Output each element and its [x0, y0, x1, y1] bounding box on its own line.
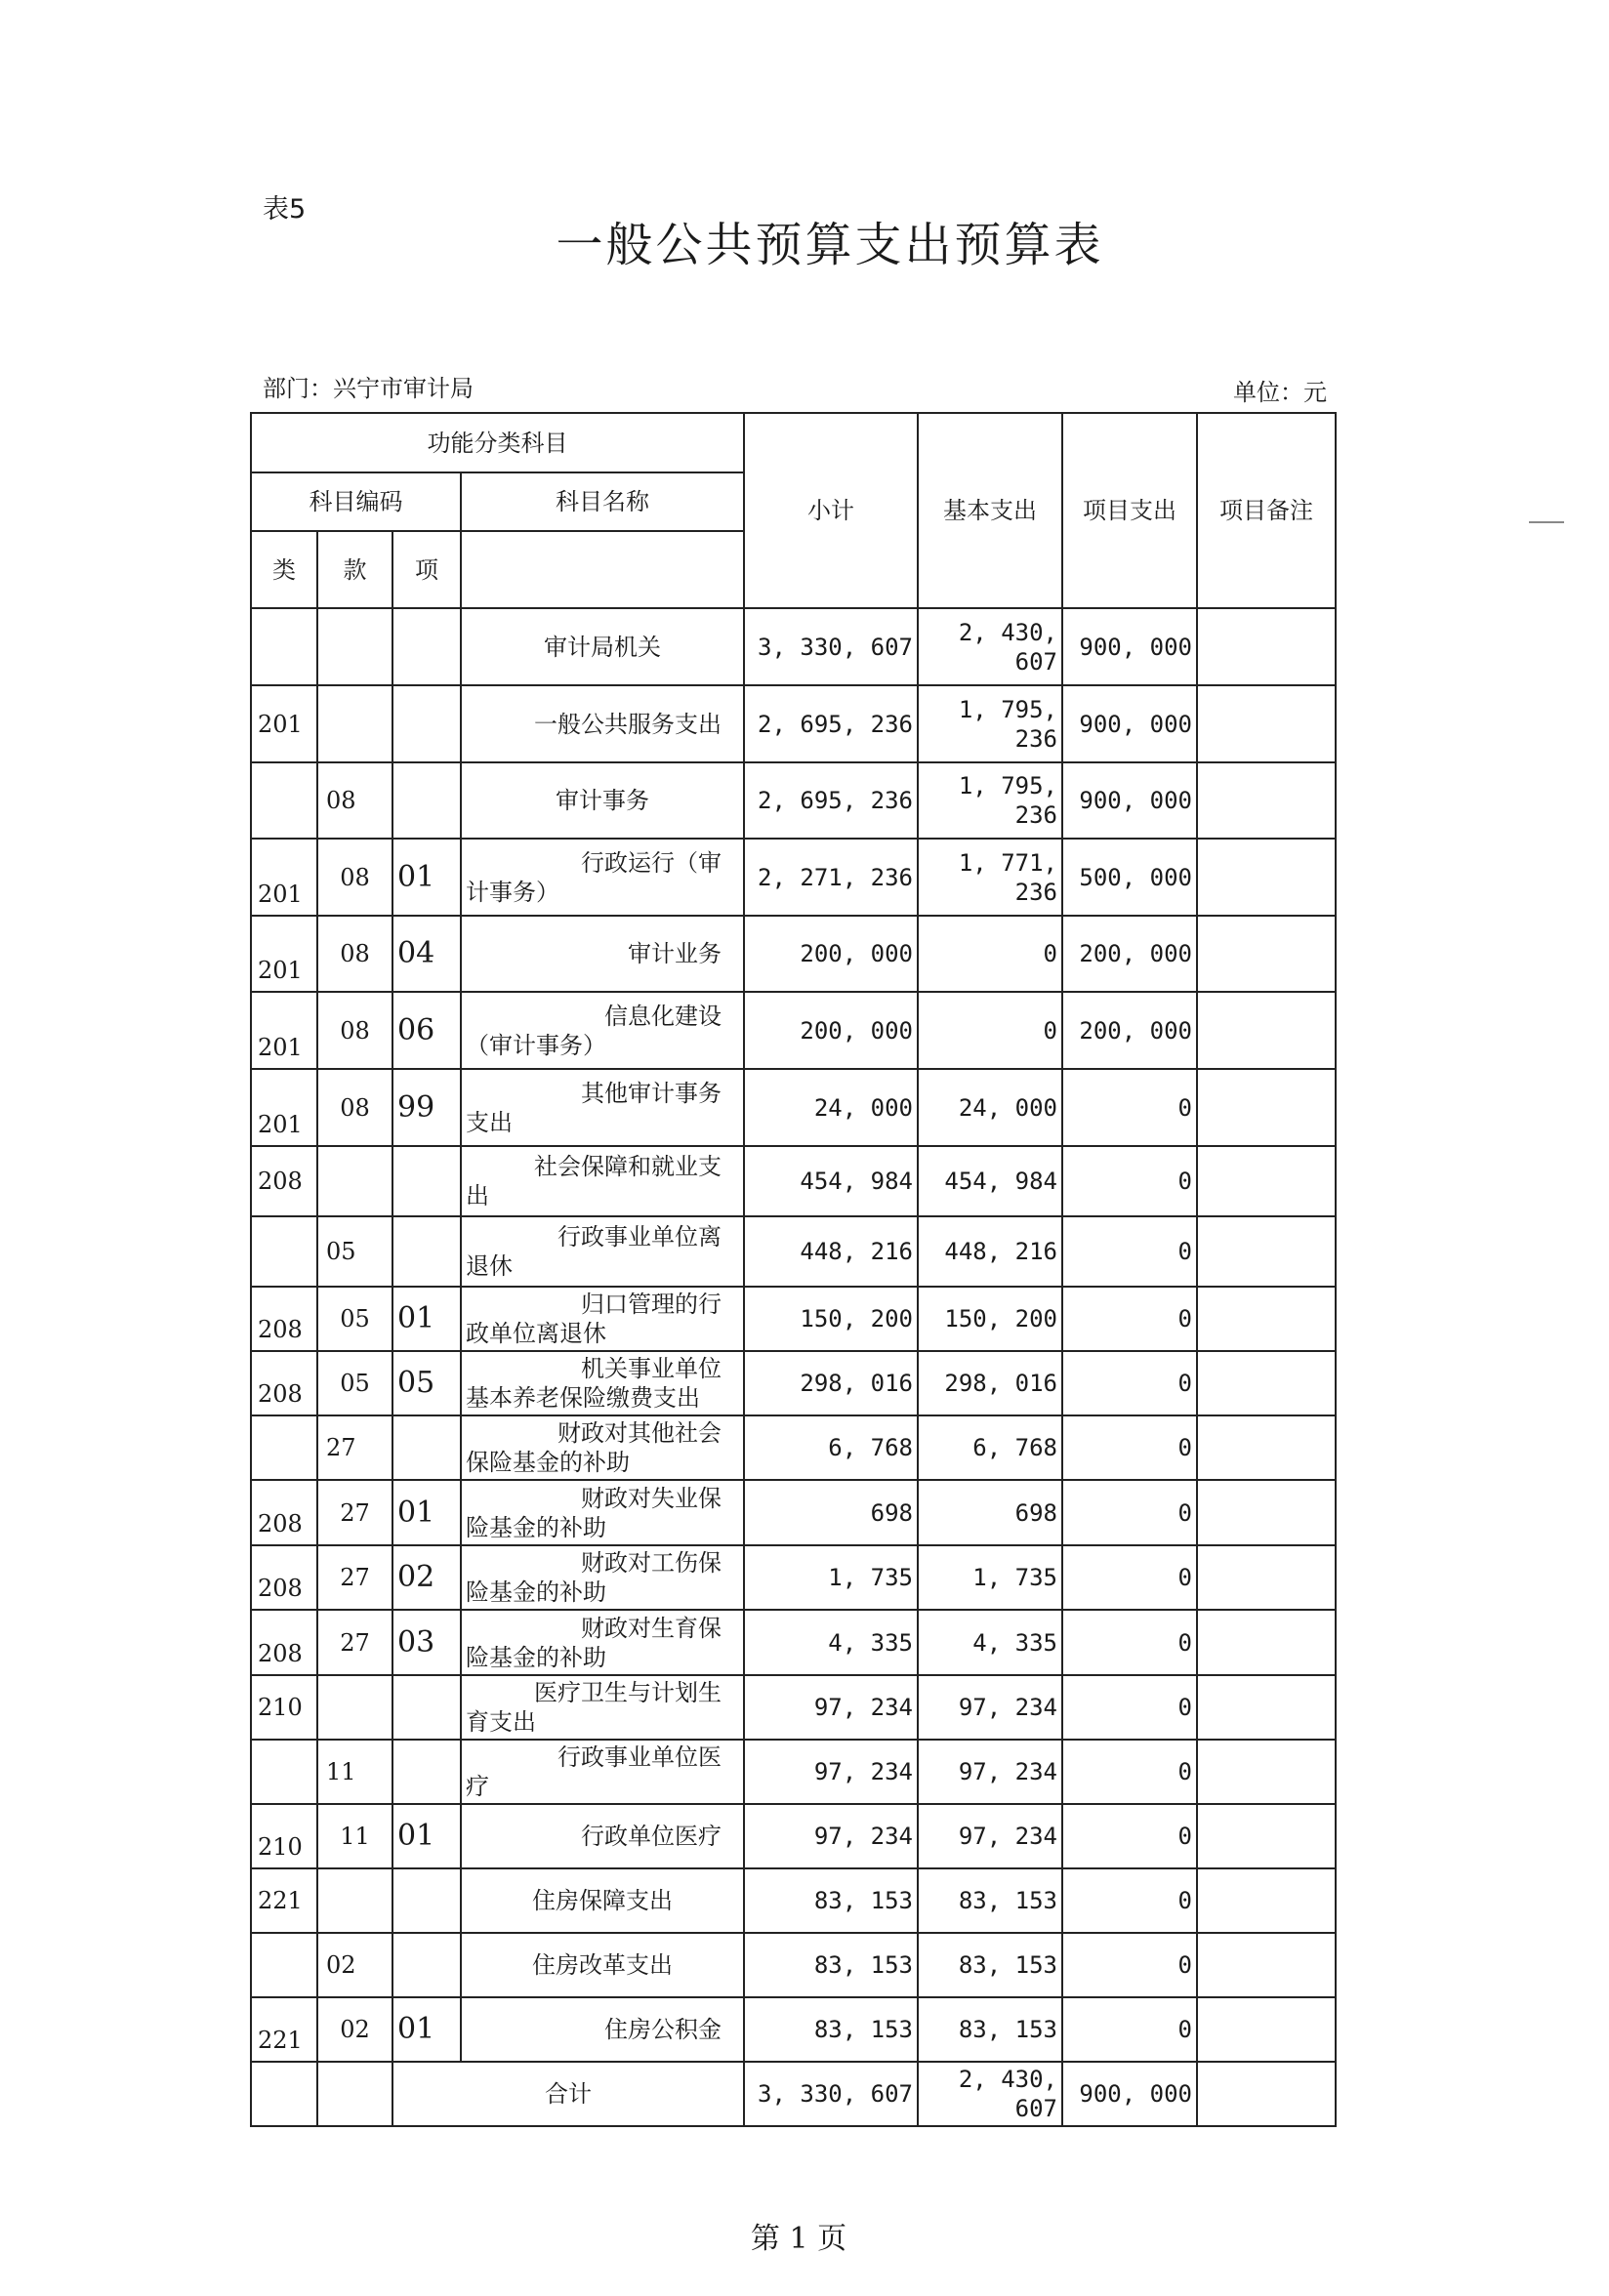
cell-name: 审计事务 — [461, 762, 744, 839]
cell-remark — [1197, 1415, 1336, 1480]
cell-lei: 221 — [251, 1997, 317, 2062]
cell-project: 0 — [1062, 1287, 1197, 1351]
cell-lei: 208 — [251, 1545, 317, 1610]
cell-remark — [1197, 916, 1336, 992]
cell-subtotal: 3, 330, 607 — [744, 608, 918, 685]
cell-kuan: 27 — [317, 1545, 392, 1610]
cell-name-line1: 机关事业单位 — [581, 1355, 722, 1382]
table-row — [251, 992, 1336, 1069]
cell-name-line2: 险基金的补助 — [466, 1513, 606, 1541]
cell-name-line1: 其他审计事务 — [581, 1079, 722, 1107]
cell-subtotal: 97, 234 — [744, 1740, 918, 1804]
cell-remark — [1197, 1933, 1336, 1997]
cell-kuan: 11 — [317, 1804, 392, 1868]
cell-lei: 208 — [251, 1610, 317, 1675]
cell-subtotal: 200, 000 — [744, 992, 918, 1069]
table-row — [251, 685, 1336, 762]
cell-basic: 83, 153 — [918, 1997, 1062, 2062]
cell-lei: 210 — [251, 1804, 317, 1868]
cell-subtotal: 454, 984 — [744, 1146, 918, 1216]
cell-project: 0 — [1062, 1997, 1197, 2062]
cell-name-line1: 行政事业单位离 — [557, 1223, 722, 1250]
cell-name — [461, 1675, 744, 1740]
cell-remark — [1197, 1069, 1336, 1146]
cell-xiang: 05 — [392, 1351, 461, 1415]
table-number: 表5 — [263, 194, 307, 225]
header-project: 项目支出 — [1062, 413, 1197, 608]
cell-name-line1: 医疗卫生与计划生 — [534, 1679, 722, 1706]
cell-basic: 1, 795, 236 — [918, 762, 1062, 839]
table-row — [251, 1351, 1336, 1415]
cell-xiang — [392, 1415, 461, 1480]
cell-name-line2: 疗 — [466, 1773, 489, 1800]
cell-name — [461, 1740, 744, 1804]
cell-name-line2: 退休 — [466, 1252, 513, 1280]
cell-xiang — [392, 608, 461, 685]
cell-name-line2: 育支出 — [466, 1708, 536, 1736]
cell-kuan — [317, 685, 392, 762]
table-row — [251, 839, 1336, 916]
cell-subtotal: 298, 016 — [744, 1351, 918, 1415]
header-lei: 类 — [251, 531, 317, 608]
cell-lei — [251, 1933, 317, 1997]
cell-lei: 201 — [251, 916, 317, 992]
cell-xiang: 02 — [392, 1545, 461, 1610]
cell-project: 0 — [1062, 1545, 1197, 1610]
cell-name — [461, 1610, 744, 1675]
cell-name-line2: 险基金的补助 — [466, 1643, 606, 1671]
cell-name-line1: 行政运行（审 — [581, 848, 722, 877]
cell-subtotal: 2, 695, 236 — [744, 685, 918, 762]
cell-name: 住房公积金 — [461, 1997, 744, 2062]
cell-project: 0 — [1062, 1610, 1197, 1675]
cell-basic: 454, 984 — [918, 1146, 1062, 1216]
cell-name-line2: （审计事务） — [466, 1031, 606, 1059]
cell-remark — [1197, 1351, 1336, 1415]
cell-lei — [251, 1415, 317, 1480]
cell-basic: 83, 153 — [918, 1933, 1062, 1997]
cell-basic: 1, 795, 236 — [918, 685, 1062, 762]
table-row — [251, 1069, 1336, 1146]
cell-kuan: 08 — [317, 762, 392, 839]
table-row — [251, 762, 1336, 839]
cell-subtotal: 83, 153 — [744, 1933, 918, 1997]
cell-remark — [1197, 839, 1336, 916]
cell-lei: 208 — [251, 1480, 317, 1545]
cell-remark — [1197, 1997, 1336, 2062]
cell-subtotal: 2, 695, 236 — [744, 762, 918, 839]
cell-lei: 201 — [251, 992, 317, 1069]
cell-xiang: 03 — [392, 1610, 461, 1675]
cell-xiang: 99 — [392, 1069, 461, 1146]
total-label: 合计 — [392, 2062, 744, 2126]
cell-name-line2: 计事务） — [466, 878, 559, 906]
cell-project: 0 — [1062, 1868, 1197, 1933]
cell-name-line1: 归口管理的行 — [581, 1291, 722, 1318]
cell-name: 行政单位医疗 — [461, 1804, 744, 1868]
cell-name — [461, 1351, 744, 1415]
cell-kuan: 02 — [317, 1933, 392, 1997]
total-project: 900, 000 — [1062, 2062, 1197, 2126]
cell-lei: 201 — [251, 839, 317, 916]
cell-name — [461, 1415, 744, 1480]
cell-xiang: 01 — [392, 1804, 461, 1868]
cell-kuan: 08 — [317, 916, 392, 992]
cell-project: 0 — [1062, 1216, 1197, 1287]
cell-xiang: 01 — [392, 1480, 461, 1545]
cell-kuan: 27 — [317, 1415, 392, 1480]
cell-basic: 97, 234 — [918, 1675, 1062, 1740]
table-row — [251, 916, 1336, 992]
page-title: 一般公共预算支出预算表 — [556, 218, 1104, 272]
cell-xiang: 01 — [392, 1997, 461, 2062]
cell-lei: 201 — [251, 1069, 317, 1146]
cell-basic: 97, 234 — [918, 1740, 1062, 1804]
cell-name-line1: 财政对生育保 — [581, 1614, 722, 1642]
cell-name — [461, 992, 744, 1069]
cell-basic: 0 — [918, 992, 1062, 1069]
cell-remark — [1197, 1804, 1336, 1868]
cell-remark — [1197, 1146, 1336, 1216]
cell-subtotal: 97, 234 — [744, 1675, 918, 1740]
cell-subtotal: 698 — [744, 1480, 918, 1545]
total-basic: 2, 430, 607 — [918, 2062, 1062, 2126]
cell-name — [461, 1480, 744, 1545]
cell-project: 200, 000 — [1062, 992, 1197, 1069]
table-row — [251, 608, 1336, 685]
table-row — [251, 1216, 1336, 1287]
header-xiang: 项 — [392, 531, 461, 608]
cell-kuan — [317, 1868, 392, 1933]
table-row — [251, 1415, 1336, 1480]
cell-name: 一般公共服务支出 — [461, 685, 744, 762]
cell-kuan — [317, 1675, 392, 1740]
cell-basic: 24, 000 — [918, 1069, 1062, 1146]
cell-lei: 221 — [251, 1868, 317, 1933]
cell-project: 0 — [1062, 1146, 1197, 1216]
cell-lei: 210 — [251, 1675, 317, 1740]
cell-subtotal: 83, 153 — [744, 1997, 918, 2062]
cell-name: 住房保障支出 — [461, 1868, 744, 1933]
cell-basic: 1, 771, 236 — [918, 839, 1062, 916]
cell-name-line1: 信息化建设 — [604, 1002, 722, 1030]
cell-project: 0 — [1062, 1069, 1197, 1146]
cell-name-line2: 基本养老保险缴费支出 — [466, 1384, 700, 1412]
cell-kuan — [317, 608, 392, 685]
cell-remark — [1197, 1480, 1336, 1545]
cell-remark — [1197, 1740, 1336, 1804]
cell-basic: 298, 016 — [918, 1351, 1062, 1415]
cell-kuan: 08 — [317, 839, 392, 916]
cell-name — [461, 1287, 744, 1351]
cell-subtotal: 4, 335 — [744, 1610, 918, 1675]
cell-subtotal: 6, 768 — [744, 1415, 918, 1480]
cell-basic: 698 — [918, 1480, 1062, 1545]
cell-kuan: 02 — [317, 1997, 392, 2062]
cell-lei — [251, 1216, 317, 1287]
cell-name-line2: 保险基金的补助 — [466, 1449, 630, 1476]
cell-name-line2: 险基金的补助 — [466, 1578, 606, 1606]
cell-project: 0 — [1062, 1740, 1197, 1804]
total-subtotal: 3, 330, 607 — [744, 2062, 918, 2126]
cell-project: 500, 000 — [1062, 839, 1197, 916]
cell-subtotal: 83, 153 — [744, 1868, 918, 1933]
page-footer: 第 1 页 — [750, 2222, 847, 2256]
table-row — [251, 1740, 1336, 1804]
cell-name-line2: 支出 — [466, 1108, 513, 1136]
header-func: 功能分类科目 — [251, 413, 744, 472]
cell-project: 0 — [1062, 1480, 1197, 1545]
unit-label: 单位：元 — [1233, 379, 1327, 406]
cell-remark — [1197, 762, 1336, 839]
cell-kuan: 27 — [317, 1610, 392, 1675]
table-row — [251, 1480, 1336, 1545]
cell-name — [461, 1545, 744, 1610]
cell-project: 900, 000 — [1062, 608, 1197, 685]
cell-xiang: 01 — [392, 839, 461, 916]
cell-remark — [1197, 1287, 1336, 1351]
cell-subtotal: 97, 234 — [744, 1804, 918, 1868]
table-row — [251, 1545, 1336, 1610]
cell-kuan — [317, 1146, 392, 1216]
header-basic: 基本支出 — [918, 413, 1062, 608]
cell-xiang — [392, 1933, 461, 1997]
table-row — [251, 1868, 1336, 1933]
cell-name-line2: 政单位离退休 — [466, 1320, 606, 1347]
cell-name: 住房改革支出 — [461, 1933, 744, 1997]
cell-subtotal: 1, 735 — [744, 1545, 918, 1610]
cell-remark — [1197, 1216, 1336, 1287]
cell-project: 200, 000 — [1062, 916, 1197, 992]
cell-name-line1: 社会保障和就业支 — [534, 1153, 722, 1180]
cell-remark — [1197, 1610, 1336, 1675]
cell-basic: 83, 153 — [918, 1868, 1062, 1933]
cell-project: 0 — [1062, 1933, 1197, 1997]
cell-basic: 1, 735 — [918, 1545, 1062, 1610]
cell-basic: 97, 234 — [918, 1804, 1062, 1868]
cell-remark — [1197, 992, 1336, 1069]
cell-kuan: 05 — [317, 1216, 392, 1287]
cell-project: 0 — [1062, 1804, 1197, 1868]
cell-xiang — [392, 685, 461, 762]
cell-lei: 208 — [251, 1146, 317, 1216]
budget-table — [250, 412, 1337, 2127]
cell-kuan: 08 — [317, 992, 392, 1069]
table-row — [251, 1287, 1336, 1351]
cell-basic: 448, 216 — [918, 1216, 1062, 1287]
cell-kuan: 11 — [317, 1740, 392, 1804]
cell-remark — [1197, 685, 1336, 762]
cell-lei — [251, 2062, 317, 2126]
cell-remark — [1197, 1675, 1336, 1740]
table-row — [251, 1675, 1336, 1740]
cell-subtotal: 150, 200 — [744, 1287, 918, 1351]
cell-name — [461, 839, 744, 916]
header-code: 科目编码 — [251, 472, 461, 531]
cell-basic: 6, 768 — [918, 1415, 1062, 1480]
cell-xiang — [392, 1740, 461, 1804]
header-remark: 项目备注 — [1197, 413, 1336, 608]
header-name-blank — [461, 531, 744, 608]
total-remark — [1197, 2062, 1336, 2126]
cell-subtotal: 200, 000 — [744, 916, 918, 992]
cell-basic: 0 — [918, 916, 1062, 992]
cell-basic: 2, 430, 607 — [918, 608, 1062, 685]
total-row — [251, 2062, 1336, 2126]
cell-name-line2: 出 — [466, 1182, 489, 1210]
cell-name — [461, 1146, 744, 1216]
cell-xiang: 04 — [392, 916, 461, 992]
cell-project: 0 — [1062, 1351, 1197, 1415]
cell-name-line1: 行政事业单位医 — [557, 1743, 722, 1771]
cell-xiang — [392, 1216, 461, 1287]
cell-remark — [1197, 1868, 1336, 1933]
cell-project: 900, 000 — [1062, 685, 1197, 762]
cell-name: 审计业务 — [461, 916, 744, 992]
header-kuan: 款 — [317, 531, 392, 608]
cell-name — [461, 1216, 744, 1287]
cell-kuan: 27 — [317, 1480, 392, 1545]
cell-name: 审计局机关 — [461, 608, 744, 685]
cell-kuan: 08 — [317, 1069, 392, 1146]
cell-xiang — [392, 1868, 461, 1933]
cell-project: 900, 000 — [1062, 762, 1197, 839]
cell-name-line1: 财政对工伤保 — [581, 1549, 722, 1577]
cell-xiang: 06 — [392, 992, 461, 1069]
cell-xiang: 01 — [392, 1287, 461, 1351]
department-label: 部门：兴宁市审计局 — [263, 375, 474, 402]
table-row — [251, 1146, 1336, 1216]
table-row — [251, 1804, 1336, 1868]
cell-remark — [1197, 1545, 1336, 1610]
cell-basic: 4, 335 — [918, 1610, 1062, 1675]
cell-lei: 208 — [251, 1287, 317, 1351]
table-row — [251, 1997, 1336, 2062]
header-name: 科目名称 — [461, 472, 744, 531]
cell-kuan: 05 — [317, 1287, 392, 1351]
cell-project: 0 — [1062, 1415, 1197, 1480]
cell-xiang — [392, 1146, 461, 1216]
cell-subtotal: 2, 271, 236 — [744, 839, 918, 916]
cell-xiang — [392, 1675, 461, 1740]
scan-mark — [1529, 521, 1564, 523]
cell-kuan — [317, 2062, 392, 2126]
cell-lei: 208 — [251, 1351, 317, 1415]
header-subtotal: 小计 — [744, 413, 918, 608]
cell-remark — [1197, 608, 1336, 685]
cell-project: 0 — [1062, 1675, 1197, 1740]
cell-name-line1: 财政对失业保 — [581, 1484, 722, 1512]
cell-lei: 201 — [251, 685, 317, 762]
cell-name-line1: 财政对其他社会 — [557, 1419, 722, 1447]
cell-kuan: 05 — [317, 1351, 392, 1415]
cell-subtotal: 24, 000 — [744, 1069, 918, 1146]
cell-name — [461, 1069, 744, 1146]
cell-lei — [251, 608, 317, 685]
cell-lei — [251, 762, 317, 839]
cell-basic: 150, 200 — [918, 1287, 1062, 1351]
cell-xiang — [392, 762, 461, 839]
table-row — [251, 1933, 1336, 1997]
cell-subtotal: 448, 216 — [744, 1216, 918, 1287]
cell-lei — [251, 1740, 317, 1804]
table-row — [251, 1610, 1336, 1675]
